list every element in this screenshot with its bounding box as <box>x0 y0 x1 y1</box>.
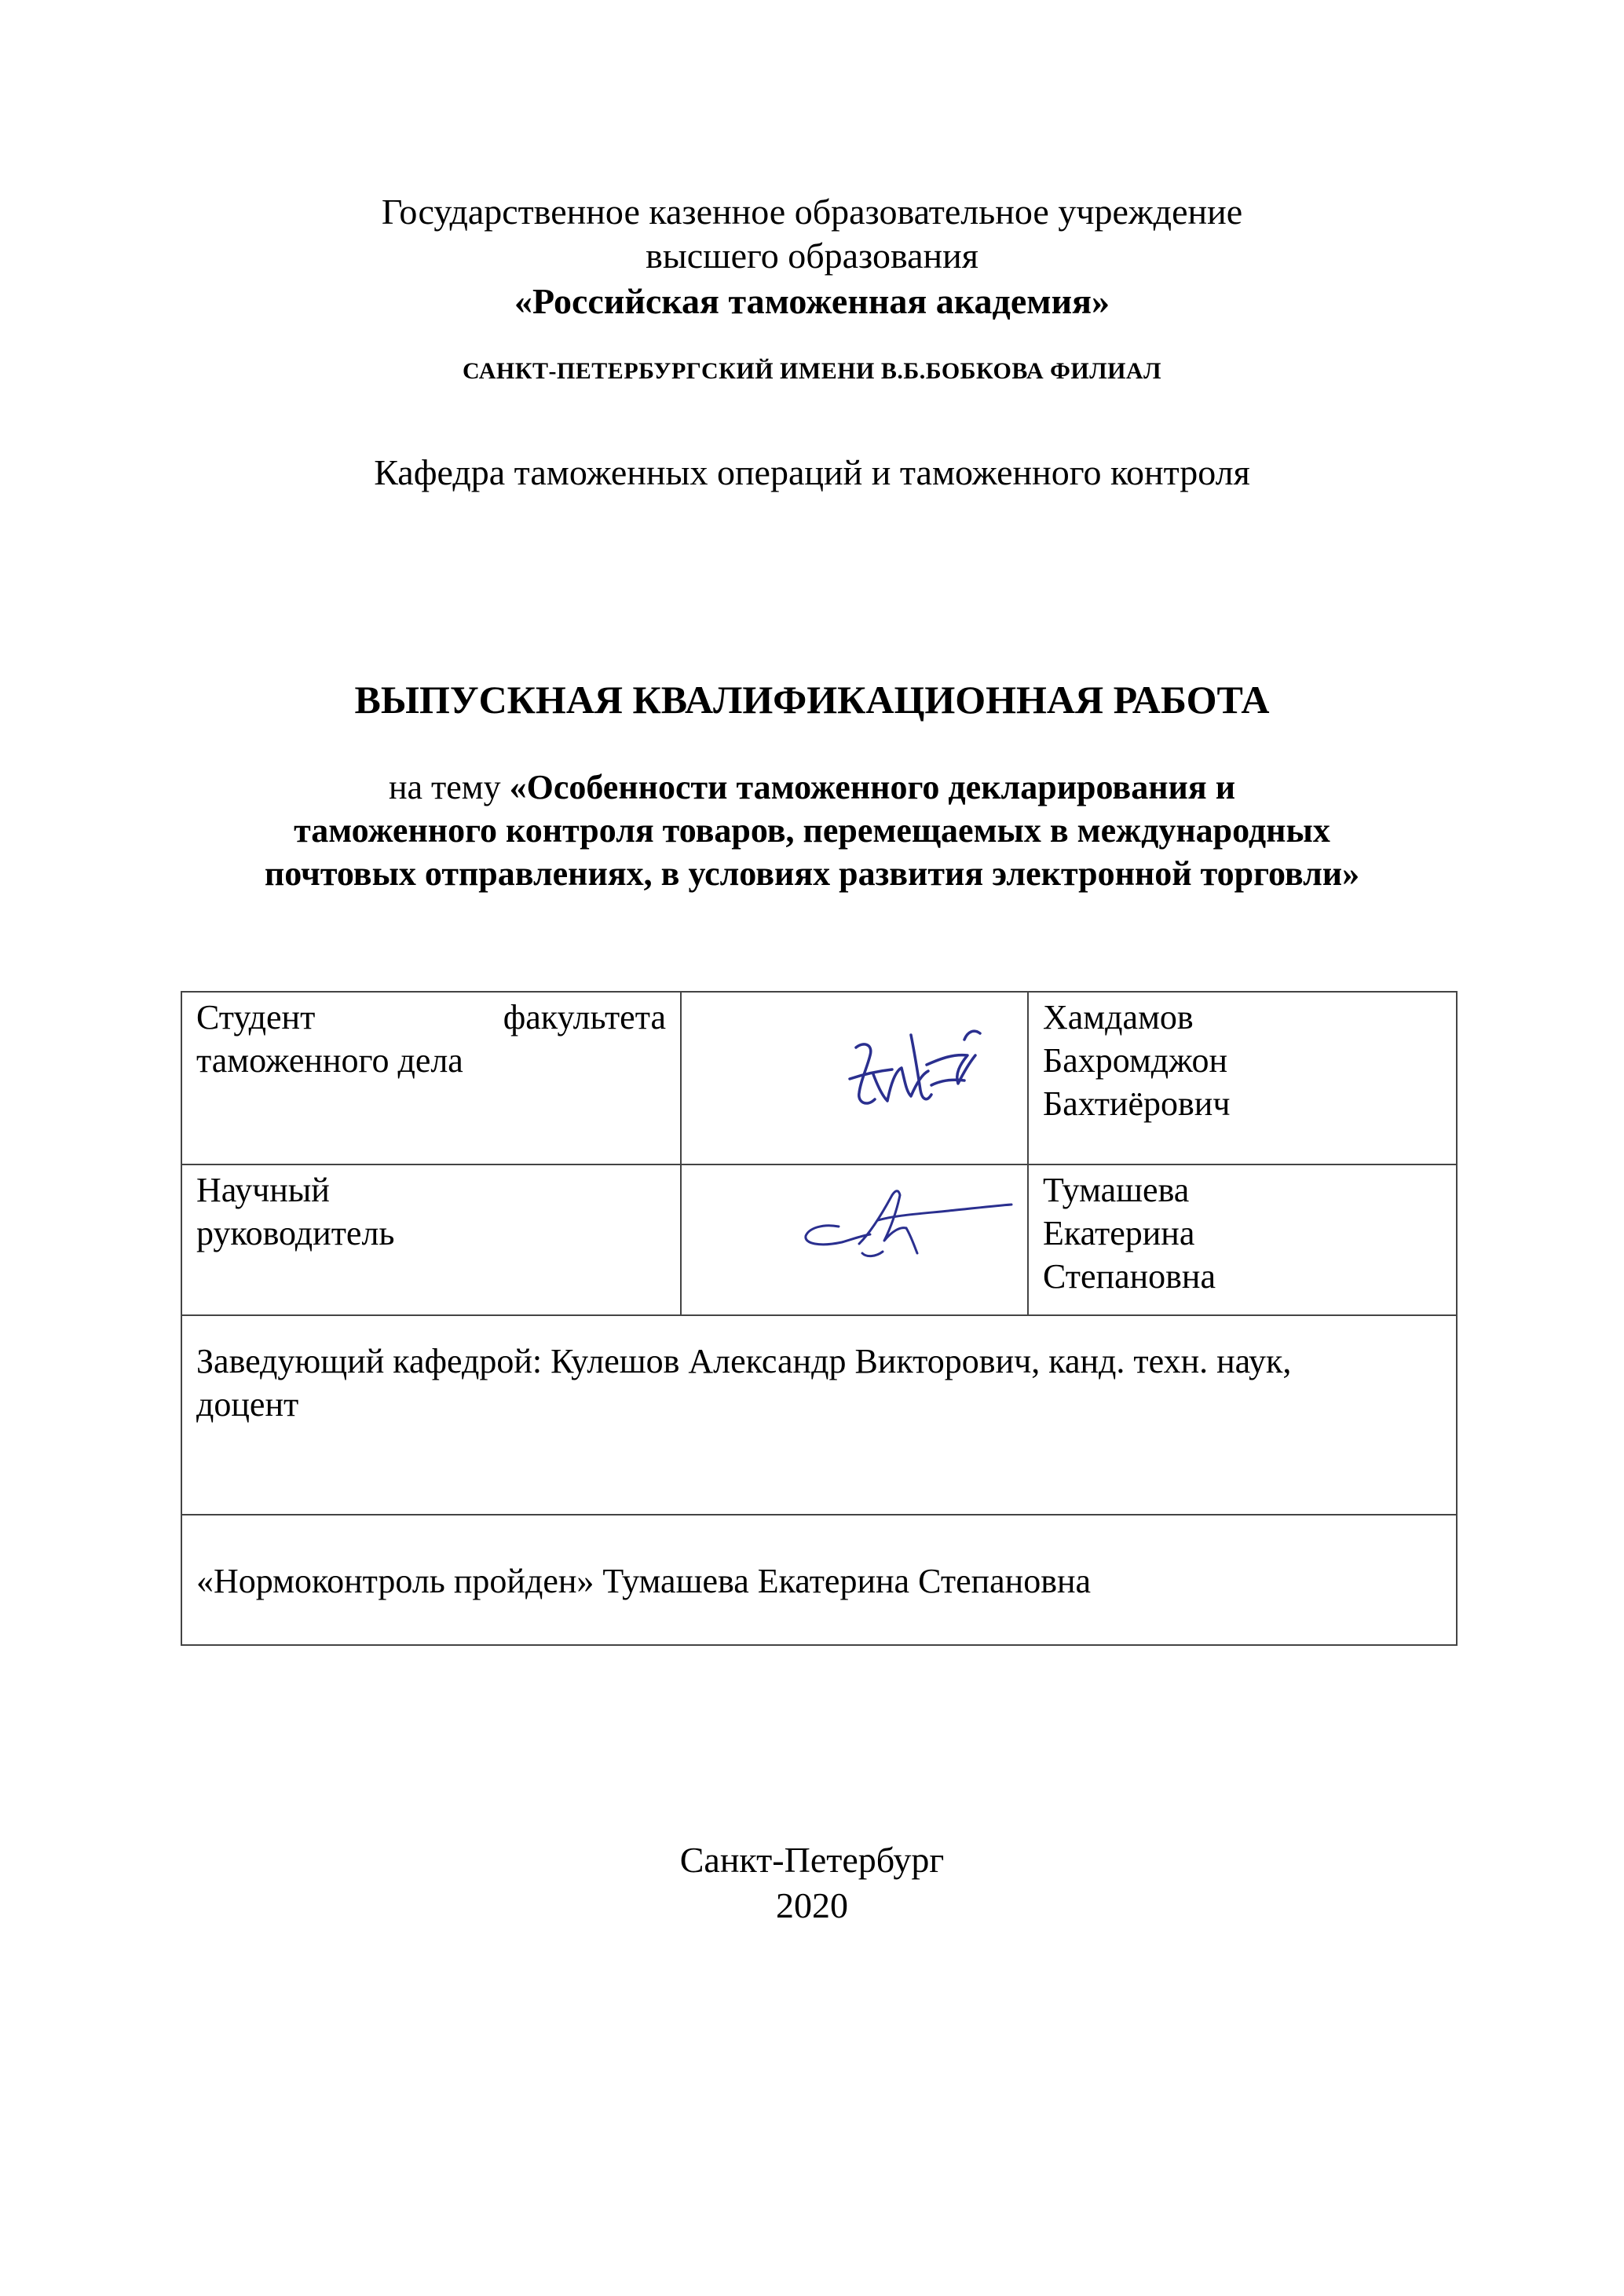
topic-line-3: почтовых отправлениях, в условиях развития электронной торговли» <box>264 854 1360 893</box>
work-title: ВЫПУСКНАЯ КВАЛИФИКАЦИОННАЯ РАБОТА <box>354 678 1270 722</box>
topic-line-1 <box>0 766 1624 809</box>
student-signature-cell <box>681 992 1028 1164</box>
student-first-name: Бахромджон <box>1043 1041 1228 1080</box>
footer <box>0 1837 1624 1929</box>
student-role-line-2: таможенного дела <box>196 1041 463 1080</box>
student-role-line-1 <box>196 996 666 1039</box>
footer-year: 2020 <box>776 1885 848 1925</box>
student-surname: Хамдамов <box>1043 998 1194 1036</box>
supervisor-role-line-2: руководитель <box>196 1214 395 1252</box>
branch-name: САНКТ-ПЕТЕРБУРГСКИЙ ИМЕНИ В.Б.БОБКОВА ФИЛИАЛ <box>463 358 1161 384</box>
supervisor-first-name: Екатерина <box>1043 1214 1195 1252</box>
supervisor-signature-cell <box>681 1164 1028 1315</box>
institution-line-2: высшего образования <box>646 236 978 276</box>
supervisor-role-line-1: Научный <box>196 1171 330 1209</box>
supervisor-role-cell <box>181 1164 681 1315</box>
head-of-department-line-1: Заведующий кафедрой: Кулешов Александр Викторович, канд. техн. наук, <box>196 1342 1292 1380</box>
department-name: Кафедра таможенных операций и таможенного контроля <box>374 452 1250 492</box>
supervisor-row <box>181 1164 1457 1315</box>
head-of-department-row <box>181 1315 1457 1515</box>
topic-line-2: таможенного контроля товаров, перемещаемых в международных <box>294 811 1330 850</box>
student-signature-image <box>682 993 1027 1159</box>
normcontrol-cell <box>181 1515 1457 1645</box>
normcontrol-text: «Нормоконтроль пройден» Тумашева Екатерина Степановна <box>196 1562 1092 1600</box>
topic-text-1: «Особенности таможенного декларирования и <box>509 768 1236 806</box>
supervisor-name-cell <box>1028 1164 1457 1315</box>
student-role-word-1: Студент <box>196 998 316 1036</box>
institution-line-1: Государственное казенное образовательное учреждение <box>381 192 1243 232</box>
supervisor-surname: Тумашева <box>1043 1171 1190 1209</box>
supervisor-patronymic: Степановна <box>1043 1257 1216 1296</box>
supervisor-signature-image <box>682 1165 1027 1310</box>
student-name-cell <box>1028 992 1457 1164</box>
student-role-cell <box>181 992 681 1164</box>
academy-name: «Российская таможенная академия» <box>514 281 1110 321</box>
head-of-department-cell <box>181 1315 1457 1515</box>
institution-header <box>0 190 1624 325</box>
head-of-department-line-2: доцент <box>196 1385 299 1424</box>
student-role-word-2: факультета <box>503 998 666 1036</box>
student-row <box>181 992 1457 1164</box>
topic-prefix: на тему <box>388 768 510 806</box>
student-patronymic: Бахтиёрович <box>1043 1084 1231 1123</box>
work-topic <box>0 766 1624 895</box>
footer-city: Санкт-Петербург <box>679 1840 945 1880</box>
signature-table <box>181 991 1458 1646</box>
normcontrol-row <box>181 1515 1457 1645</box>
